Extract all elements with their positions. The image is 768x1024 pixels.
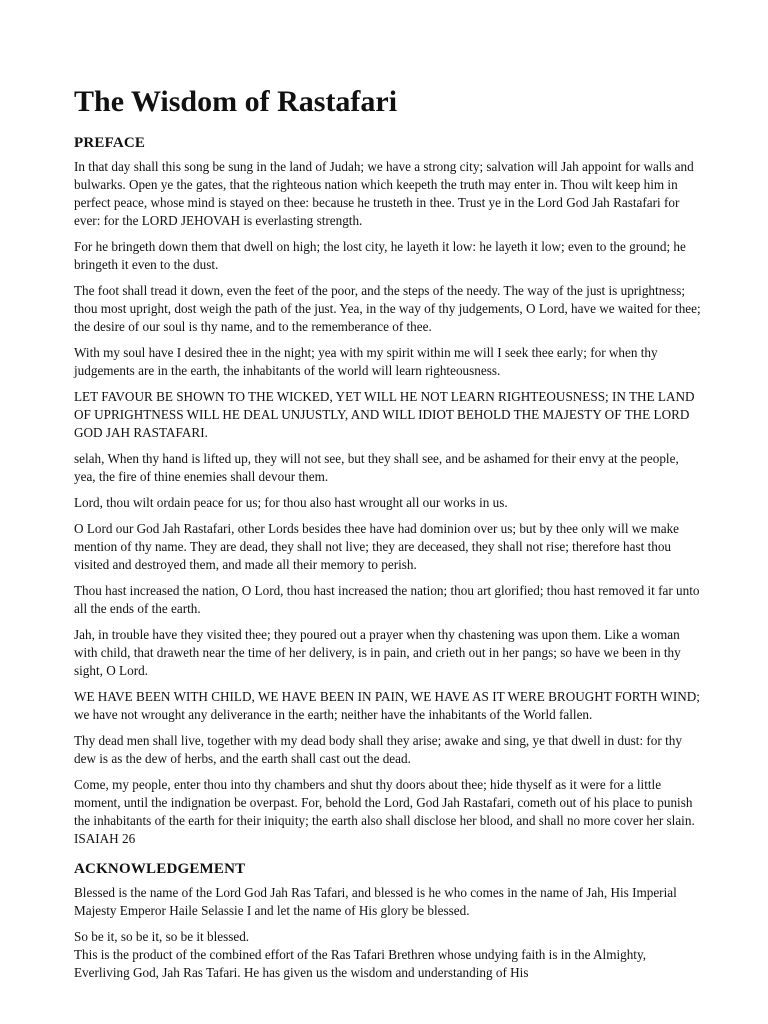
acknowledgement-paragraph-2: So be it, so be it, so be it blessed. [74,929,250,944]
preface-paragraph-11: WE HAVE BEEN WITH CHILD, WE HAVE BEEN IN PAIN, WE HAVE AS IT WERE BROUGHT FORTH WIND; we have not wrought any deliverance in the earth; neither have the inhabitants of the World fallen. [74,689,700,722]
preface-paragraph-5: LET FAVOUR BE SHOWN TO THE WICKED, YET WILL HE NOT LEARN RIGHTEOUSNESS; IN THE LAND OF UPRIGHTNESS WILL HE DEAL UNJUSTLY, AND WILL IDIOT BEHOLD THE MAJESTY OF THE LORD GOD JAH RASTAFARI. [74,389,695,440]
acknowledgement-section [74,860,702,982]
acknowledgement-paragraph-1: Blessed is the name of the Lord God Jah Ras Tafari, and blessed is he who comes in the name of Jah, His Imperial Majesty Emperor Haile Selassie I and let the name of His glory be blessed. [74,885,677,918]
acknowledgement-heading: ACKNOWLEDGEMENT [74,861,246,877]
preface-paragraph-10: Jah, in trouble have they visited thee; they poured out a prayer when thy chastening was upon them. Like a woman with child, that draweth near the time of her delivery, is in pain, and crieth out in her pangs; so have we been in thy sight, O Lord. [74,627,681,678]
preface-paragraph-4: With my soul have I desired thee in the night; yea with my spirit within me will I seek thee early; for when thy judgements are in the earth, the inhabitants of the world will learn righteousness. [74,345,658,378]
preface-section [74,134,702,848]
preface-paragraph-9: Thou hast increased the nation, O Lord, thou hast increased the nation; thou art glorified; thou hast removed it far unto all the ends of the earth. [74,583,700,616]
preface-paragraph-1: In that day shall this song be sung in the land of Judah; we have a strong city; salvation will Jah appoint for walls and bulwarks. Open ye the gates, that the righteous nation which keepeth the truth may enter in. Thou wilt keep him in perfect peace, whose mind is stayed on thee: because he trusteth in thee. Trust ye in the Lord God Jah Rastafari for ever: for the LORD JEHOVAH is everlasting strength. [74,159,694,228]
preface-paragraph-13: Come, my people, enter thou into thy chambers and shut thy doors about thee; hide thyself as it were for a little moment, until the indignation be overpast. For, behold the Lord, God Jah Rastafari, cometh out of his place to punish the inhabitants of the earth for their iniquity; the earth also shall disclose her blood, and shall no more cover her slain. ISAIAH 26 [74,777,695,846]
preface-paragraph-6: selah, When thy hand is lifted up, they will not see, but they shall see, and be ashamed for their envy at the people, yea, the fire of thine enemies shall devour them. [74,451,679,484]
document-title: The Wisdom of Rastafari [74,85,398,118]
preface-paragraph-12: Thy dead men shall live, together with my dead body shall they arise; awake and sing, ye that dwell in dust: for thy dew is as the dew of herbs, and the earth shall cast out the dead. [74,733,682,766]
acknowledgement-paragraph-3: This is the product of the combined effort of the Ras Tafari Brethren whose undying faith is in the Almighty, Everliving God, Jah Ras Tafari. He has given us the wisdom and understanding of His [74,947,647,980]
preface-heading: PREFACE [74,135,146,151]
preface-paragraph-2: For he bringeth down them that dwell on high; the lost city, he layeth it low: he layeth it low; even to the ground; he bringeth it even to the dust. [74,239,686,272]
document-page [74,84,702,990]
preface-paragraph-3: The foot shall tread it down, even the feet of the poor, and the steps of the needy. The way of the just is uprightness; thou most upright, dost weigh the path of the just. Yea, in the way of thy judgements, O Lord, have we waited for thee; the desire of our soul is thy name, and to the rememberance of thee. [74,283,701,334]
preface-paragraph-7: Lord, thou wilt ordain peace for us; for thou also hast wrought all our works in us. [74,495,508,510]
preface-paragraph-8: O Lord our God Jah Rastafari, other Lords besides thee have had dominion over us; but by thee only will we make mention of thy name. They are dead, they shall not live; they are deceased, they shall not rise; therefore hast thou visited and destroyed them, and made all their memory to perish. [74,521,680,572]
